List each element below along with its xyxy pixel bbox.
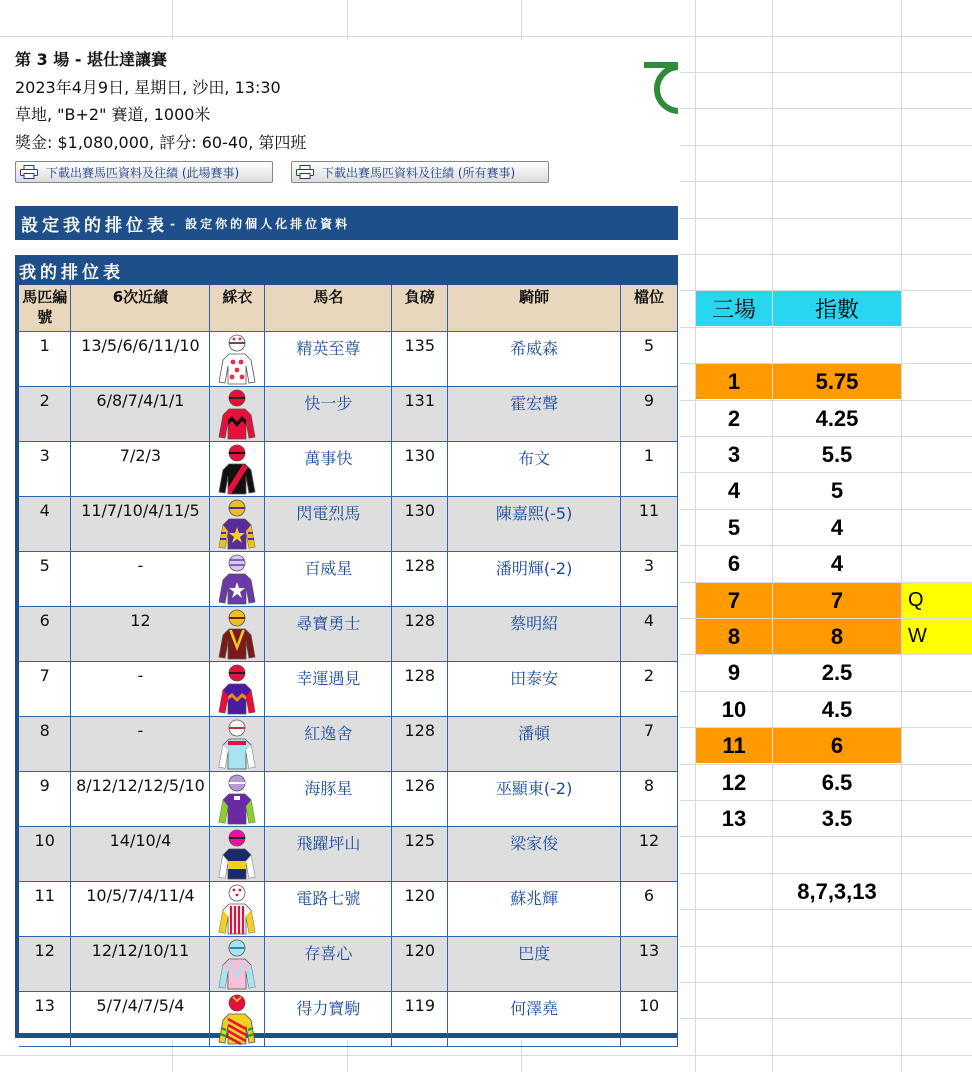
index-cell[interactable]: 4 — [830, 514, 844, 540]
horse-weight: 120 — [392, 937, 448, 992]
recent-form: 13/5/6/6/11/10 — [71, 332, 210, 387]
col-header-jockey: 騎師 — [448, 285, 621, 332]
horse-weight: 128 — [392, 552, 448, 607]
horse-name-link[interactable]: 百威星 — [265, 552, 392, 607]
barrier-draw: 13 — [621, 937, 678, 992]
horse-number: 8 — [19, 717, 71, 772]
horse-name-link[interactable]: 飛躍坪山 — [265, 827, 392, 882]
race-info — [15, 46, 306, 156]
index-cell[interactable]: 8 — [773, 619, 901, 654]
horse-name-link[interactable]: 萬事快 — [265, 442, 392, 497]
recent-form: 10/5/7/4/11/4 — [71, 882, 210, 937]
horse-number: 10 — [19, 827, 71, 882]
horse-name-link[interactable]: 精英至尊 — [265, 332, 392, 387]
horse-name-link[interactable]: 尋寶勇士 — [265, 607, 392, 662]
horse-number-cell[interactable]: 9 — [727, 659, 741, 685]
col-header-horse: 馬名 — [265, 285, 392, 332]
horse-number-cell[interactable]: 1 — [696, 364, 772, 399]
horse-weight: 128 — [392, 662, 448, 717]
jockey-name-link[interactable]: 霍宏聲 — [448, 387, 621, 442]
horse-number: 6 — [19, 607, 71, 662]
barrier-draw: 3 — [621, 552, 678, 607]
bet-note-cell[interactable]: W — [902, 619, 972, 654]
silk-lightblue-white-icon — [215, 717, 259, 771]
jockey-name-link[interactable]: 何澤堯 — [448, 992, 621, 1047]
summary-cell[interactable]: 8,7,3,13 — [797, 878, 877, 904]
horse-weight: 120 — [392, 882, 448, 937]
horse-number: 3 — [19, 442, 71, 497]
horse-name-link[interactable]: 得力寶駒 — [265, 992, 392, 1047]
header-index-cell[interactable]: 指數 — [773, 291, 901, 326]
silk-red-black-sash-icon — [215, 442, 259, 496]
silks-cell — [210, 387, 265, 442]
horse-number: 4 — [19, 497, 71, 552]
index-cell[interactable]: 4.25 — [815, 405, 859, 431]
download-this-race-button[interactable] — [15, 161, 273, 183]
recent-form: 12 — [71, 607, 210, 662]
horse-number-cell[interactable]: 10 — [721, 696, 747, 722]
table-row — [19, 607, 678, 662]
barrier-draw: 1 — [621, 442, 678, 497]
horse-weight: 135 — [392, 332, 448, 387]
horse-weight: 131 — [392, 387, 448, 442]
table-row — [19, 442, 678, 497]
horse-name-link[interactable]: 存喜心 — [265, 937, 392, 992]
race-date: 2023年4月9日, 星期日, 沙田, 13:30 — [15, 77, 281, 97]
silk-navy-yellow-band-icon — [215, 827, 259, 881]
table-header-row — [19, 285, 678, 332]
horse-weight: 130 — [392, 442, 448, 497]
printer-icon — [296, 165, 314, 179]
table-row — [19, 497, 678, 552]
silks-cell — [210, 827, 265, 882]
horse-number-cell[interactable]: 7 — [696, 583, 772, 618]
recent-form: 6/8/7/4/1/1 — [71, 387, 210, 442]
horse-number-cell[interactable]: 8 — [696, 619, 772, 654]
horse-number-cell[interactable]: 4 — [727, 477, 741, 503]
horse-weight: 130 — [392, 497, 448, 552]
table-row — [19, 827, 678, 882]
barrier-draw: 12 — [621, 827, 678, 882]
barrier-draw: 6 — [621, 882, 678, 937]
table-row — [19, 772, 678, 827]
horse-weight: 128 — [392, 607, 448, 662]
horse-number-cell[interactable]: 13 — [721, 805, 747, 831]
horse-weight: 119 — [392, 992, 448, 1047]
jockey-name-link[interactable]: 希威森 — [448, 332, 621, 387]
index-cell[interactable]: 4.5 — [821, 696, 853, 722]
barrier-draw: 4 — [621, 607, 678, 662]
horse-number-cell[interactable]: 5 — [727, 514, 741, 540]
silks-cell — [210, 992, 265, 1047]
jockey-name-link[interactable]: 蔡明紹 — [448, 607, 621, 662]
silk-white-red-hearts-icon — [215, 332, 259, 386]
silk-red-black-zigzag-icon — [215, 387, 259, 441]
index-cell[interactable]: 5.5 — [821, 441, 853, 467]
silks-cell — [210, 552, 265, 607]
silks-cell — [210, 607, 265, 662]
bet-note-cell[interactable]: Q — [902, 583, 972, 618]
recent-form: - — [71, 717, 210, 772]
horse-weight: 128 — [392, 717, 448, 772]
silks-cell — [210, 497, 265, 552]
jockey-name-link[interactable]: 潘頓 — [448, 717, 621, 772]
race-title: 第 3 場 - 堪仕達讓賽 — [15, 50, 168, 69]
horse-number: 1 — [19, 332, 71, 387]
horse-name-link[interactable]: 閃電烈馬 — [265, 497, 392, 552]
table-row — [19, 992, 678, 1047]
horse-weight: 126 — [392, 772, 448, 827]
set-my-racecard-banner[interactable] — [15, 206, 678, 240]
my-racecard-panel — [15, 255, 678, 1038]
index-cell[interactable]: 6.5 — [821, 769, 853, 795]
index-cell[interactable]: 5.75 — [773, 364, 901, 399]
banner-sub-text: - 設定你的個人化排位資料 — [170, 216, 351, 231]
barrier-draw: 9 — [621, 387, 678, 442]
index-cell[interactable]: 3.5 — [821, 805, 853, 831]
col-header-form: 6次近績 — [71, 285, 210, 332]
table-row — [19, 662, 678, 717]
silk-red-white-stripes-icon — [215, 882, 259, 936]
barrier-draw: 8 — [621, 772, 678, 827]
horse-number: 12 — [19, 937, 71, 992]
silks-cell — [210, 442, 265, 497]
header-race-cell[interactable]: 三場 — [696, 291, 772, 326]
jockey-name-link[interactable]: 巫顯東(-2) — [448, 772, 621, 827]
jockey-name-link[interactable]: 潘明輝(-2) — [448, 552, 621, 607]
my-racecard-title: 我的排位表 — [15, 255, 678, 285]
horse-number: 11 — [19, 882, 71, 937]
horse-number-cell[interactable]: 3 — [727, 441, 741, 467]
silk-purple-white-star-icon — [215, 552, 259, 606]
col-header-silks: 綵衣 — [210, 285, 265, 332]
barrier-draw: 10 — [621, 992, 678, 1047]
index-cell[interactable]: 7 — [773, 583, 901, 618]
table-row — [19, 552, 678, 607]
barrier-draw: 2 — [621, 662, 678, 717]
horse-name-link[interactable]: 海豚星 — [265, 772, 392, 827]
col-header-weight: 負磅 — [392, 285, 448, 332]
recent-form: 11/7/10/4/11/5 — [71, 497, 210, 552]
col-header-number: 馬匹編號 — [19, 285, 71, 332]
horse-number: 9 — [19, 772, 71, 827]
index-cell[interactable]: 6 — [773, 728, 901, 763]
horse-number: 5 — [19, 552, 71, 607]
index-cell[interactable]: 5 — [830, 477, 844, 503]
race-track: 草地, "B+2" 賽道, 1000米 — [15, 105, 211, 124]
recent-form: 12/12/10/11 — [71, 937, 210, 992]
index-cell[interactable]: 2.5 — [821, 659, 853, 685]
jockey-name-link[interactable]: 布文 — [448, 442, 621, 497]
silks-cell — [210, 772, 265, 827]
silk-red-green-yellow-stripes-icon — [215, 992, 259, 1046]
horse-name-link[interactable]: 快一步 — [265, 387, 392, 442]
silks-cell — [210, 717, 265, 772]
barrier-draw: 5 — [621, 332, 678, 387]
jockey-club-logo-icon — [642, 60, 678, 118]
silk-purple-yellow-stars-icon — [215, 497, 259, 551]
horse-weight: 125 — [392, 827, 448, 882]
jockey-name-link[interactable]: 梁家俊 — [448, 827, 621, 882]
silks-cell — [210, 662, 265, 717]
horse-name-link[interactable]: 電路七號 — [265, 882, 392, 937]
race-prize: 獎金: $1,080,000, 評分: 60-40, 第四班 — [15, 132, 307, 152]
horse-number-cell[interactable]: 12 — [721, 769, 747, 795]
silks-cell — [210, 882, 265, 937]
recent-form: 5/7/4/7/5/4 — [71, 992, 210, 1047]
horse-number: 2 — [19, 387, 71, 442]
jockey-name-link[interactable]: 陳嘉熙(-5) — [448, 497, 621, 552]
barrier-draw: 11 — [621, 497, 678, 552]
silk-pink-blue-icon — [215, 937, 259, 991]
col-header-draw: 檔位 — [621, 285, 678, 332]
race-card-image — [0, 40, 680, 1040]
horse-number-cell[interactable]: 11 — [696, 728, 772, 763]
table-row — [19, 937, 678, 992]
recent-form: 14/10/4 — [71, 827, 210, 882]
printer-icon — [20, 165, 38, 179]
silks-cell — [210, 937, 265, 992]
horse-number-cell[interactable]: 2 — [727, 405, 741, 431]
recent-form: - — [71, 662, 210, 717]
silk-maroon-yellow-v-icon — [215, 607, 259, 661]
silk-purple-orange-zigzag-icon — [215, 662, 259, 716]
download-this-race-label: 下載出賽馬匹資料及往績 (此場賽事) — [46, 165, 240, 180]
index-cell[interactable]: 4 — [830, 550, 844, 576]
table-row — [19, 387, 678, 442]
recent-form: - — [71, 552, 210, 607]
horse-name-link[interactable]: 幸運遇見 — [265, 662, 392, 717]
horse-number-cell[interactable]: 6 — [727, 550, 741, 576]
jockey-name-link[interactable]: 蘇兆輝 — [448, 882, 621, 937]
barrier-draw: 7 — [621, 717, 678, 772]
horse-number: 13 — [19, 992, 71, 1047]
download-all-races-button[interactable] — [291, 161, 549, 183]
download-all-races-label: 下載出賽馬匹資料及往績 (所有賽事) — [322, 165, 516, 180]
horse-name-link[interactable]: 紅逸舍 — [265, 717, 392, 772]
horse-number: 7 — [19, 662, 71, 717]
recent-form: 8/12/12/12/5/10 — [71, 772, 210, 827]
runners-table — [19, 285, 678, 1047]
table-row — [19, 717, 678, 772]
table-row — [19, 882, 678, 937]
silk-purple-green-sleeves-icon — [215, 772, 259, 826]
table-row — [19, 332, 678, 387]
jockey-name-link[interactable]: 田泰安 — [448, 662, 621, 717]
jockey-name-link[interactable]: 巴度 — [448, 937, 621, 992]
recent-form: 7/2/3 — [71, 442, 210, 497]
banner-main-text: 設定我的排位表 — [21, 215, 168, 236]
silks-cell — [210, 332, 265, 387]
